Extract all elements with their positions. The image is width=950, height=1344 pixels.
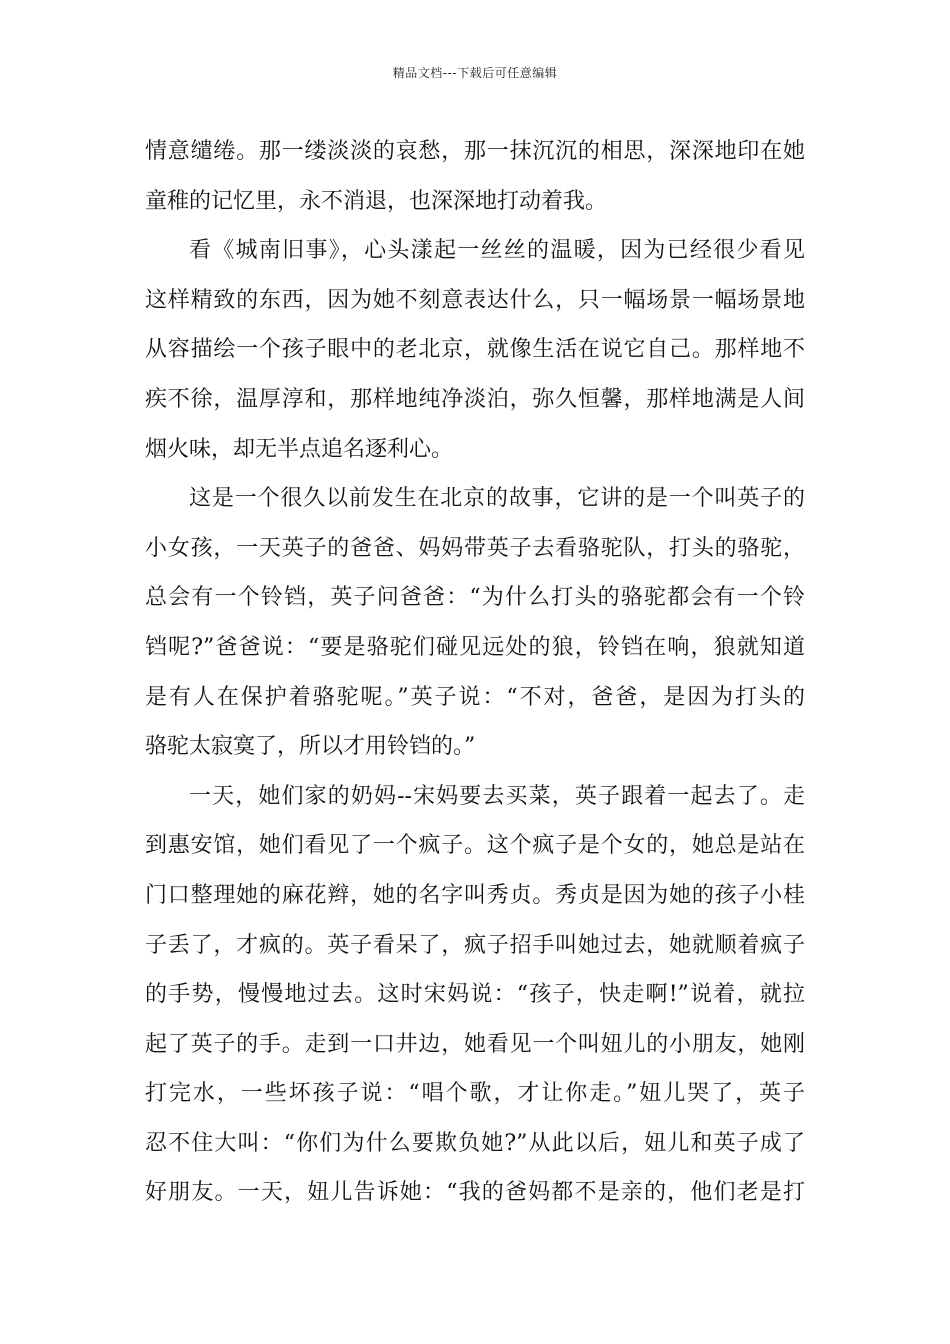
- text-line: 是有人在保护着骆驼呢。”英子说：“不对，爸爸，是因为打头的: [145, 684, 805, 710]
- text-line: 忍不住大叫：“你们为什么要欺负她?”从此以后，妞儿和英子成了: [145, 1130, 805, 1156]
- text-line: 疾不徐，温厚淳和，那样地纯净淡泊，弥久恒馨，那样地满是人间: [145, 386, 805, 412]
- text-line: 到惠安馆，她们看见了一个疯子。这个疯子是个女的，她总是站在: [145, 833, 805, 859]
- text-line: 一天，她们家的奶妈--宋妈要去买菜，英子跟着一起去了。走: [189, 783, 805, 809]
- text-line: 门口整理她的麻花辫，她的名字叫秀贞。秀贞是因为她的孩子小桂: [145, 882, 805, 908]
- text-line: 童稚的记忆里，永不消退，也深深地打动着我。: [145, 188, 608, 214]
- text-line: 子丢了，才疯的。英子看呆了，疯子招手叫她过去，她就顺着疯子: [145, 932, 805, 958]
- text-line: 好朋友。一天，妞儿告诉她：“我的爸妈都不是亲的，他们老是打: [145, 1180, 805, 1206]
- text-line: 起了英子的手。走到一口井边，她看见一个叫妞儿的小朋友，她刚: [145, 1031, 805, 1057]
- paragraph: [145, 127, 805, 226]
- text-line: 这是一个很久以前发生在北京的故事，它讲的是一个叫英子的: [189, 486, 805, 512]
- text-line: 看《城南旧事》，心头漾起一丝丝的温暖，因为已经很少看见: [189, 238, 805, 264]
- text-line: 从容描绘一个孩子眼中的老北京，就像生活在说它自己。那样地不: [145, 337, 805, 363]
- paragraph: [145, 772, 805, 1218]
- text-line: 小女孩，一天英子的爸爸、妈妈带英子去看骆驼队，打头的骆驼，: [145, 535, 805, 561]
- paragraph: [145, 474, 805, 772]
- text-line: 情意缱绻。那一缕淡淡的哀愁，那一抹沉沉的相思，深深地印在她: [145, 139, 805, 164]
- text-line: 打完水，一些坏孩子说：“唱个歌，才让你走。”妞儿哭了，英子: [145, 1081, 805, 1107]
- document-body: [145, 127, 805, 1218]
- text-line: 铛呢?”爸爸说：“要是骆驼们碰见远处的狼，铃铛在响，狼就知道: [145, 634, 805, 660]
- text-line: 的手势，慢慢地过去。这时宋妈说：“孩子，快走啊!”说着，就拉: [145, 982, 805, 1008]
- page-header: 精品文档---下载后可任意编辑: [392, 66, 558, 80]
- text-line: 骆驼太寂寞了，所以才用铃铛的。”: [145, 734, 476, 760]
- text-line: 这样精致的东西，因为她不刻意表达什么，只一幅场景一幅场景地: [145, 287, 805, 313]
- paragraph: [145, 226, 805, 474]
- text-line: 总会有一个铃铛，英子问爸爸：“为什么打头的骆驼都会有一个铃: [145, 585, 805, 611]
- text-line: 烟火味，却无半点追名逐利心。: [145, 436, 454, 462]
